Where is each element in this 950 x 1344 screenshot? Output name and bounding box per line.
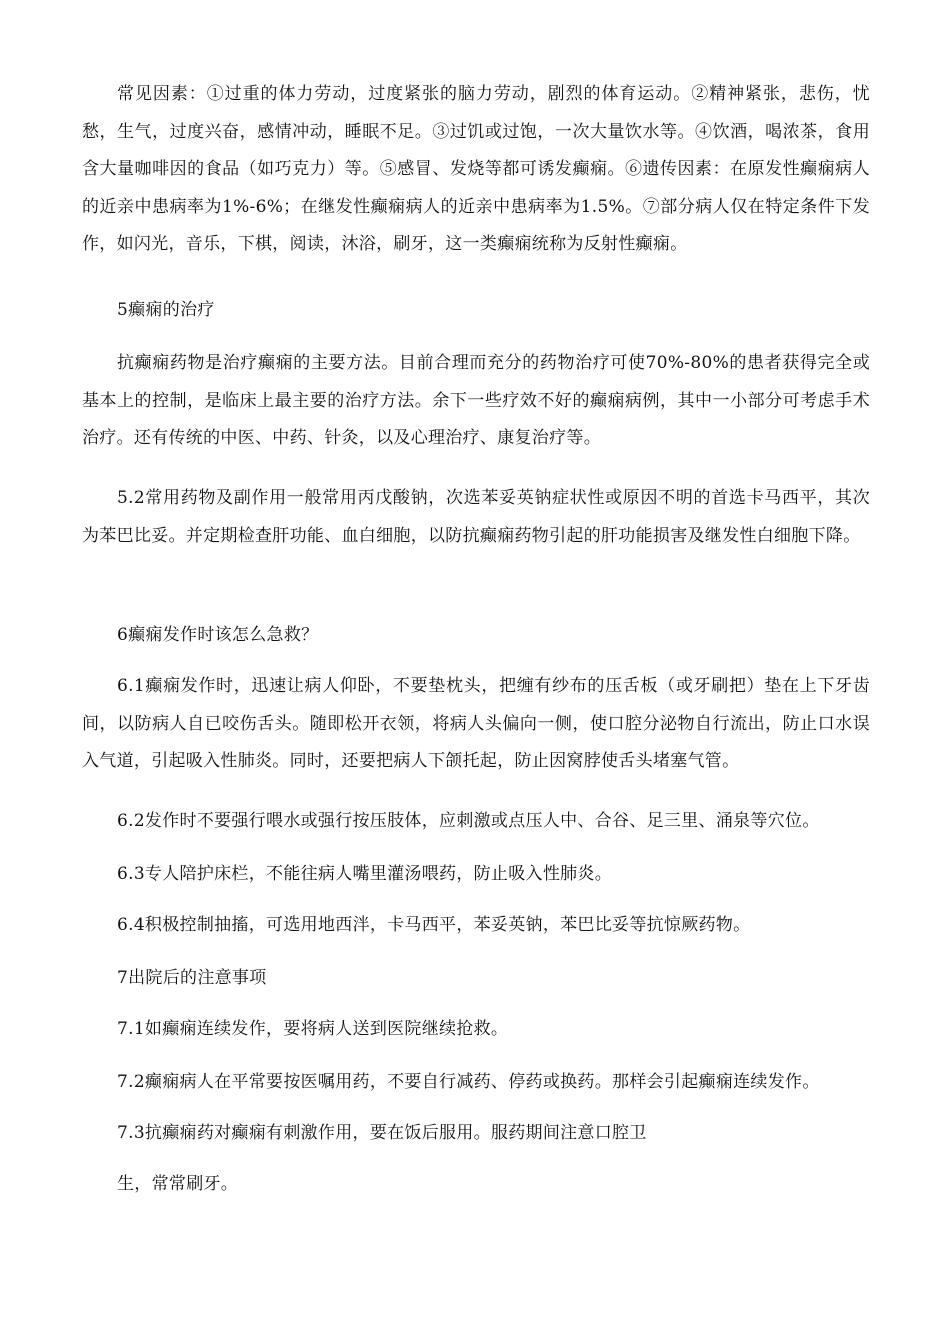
paragraph-treatment-intro: 抗癫痫药物是治疗癫痫的主要方法。目前合理而充分的药物治疗可使70%-80%的患者获得完全或基本上的控制，是临床上最主要的治疗方法。余下一些疗效不好的癫痫病例，其中一小部分可考虑手术治疗。还有传统的中医、中药、针灸，以及心理治疗、康复治疗等。	[82, 353, 870, 448]
paragraph-7-3-continued: 生，常常刷牙。	[117, 1174, 239, 1194]
heading-section-5: 5癫痫的治疗	[117, 300, 215, 320]
paragraph-6-1: 6.1癫痫发作时，迅速让病人仰卧，不要垫枕头，把缠有纱布的压舌板（或牙刷把）垫在上下牙齿间，以防病人自已咬伤舌头。随即松开衣领，将病人头偏向一侧，使口腔分泌物自行流出，防止口水误入气道，引起吸入性肺炎。同时，还要把病人下颌托起，防止因窝脖使舌头堵塞气管。	[82, 676, 870, 771]
paragraph-common-factors: 常见因素：①过重的体力劳动，过度紧张的脑力劳动，剧烈的体育运动。②精神紧张，悲伤，忧愁，生气，过度兴奋，感情冲动，睡眠不足。③过饥或过饱，一次大量饮水等。④饮酒，喝浓茶，食用含大量咖啡因的食品（如巧克力）等。⑤感冒、发烧等都可诱发癫痫。⑥遗传因素：在原发性癫痫病人的近亲中患病率为1%-6%；在继发性癫痫病人的近亲中患病率为1.5%。⑦部分病人仅在特定条件下发作，如闪光，音乐，下棋，阅读，沐浴，刷牙，这一类癫痫统称为反射性癫痫。	[82, 84, 870, 254]
paragraph-5-2-medications: 5.2常用药物及副作用一般常用丙戊酸钠，次选苯妥英钠症状性或原因不明的首选卡马西平，其次为苯巴比妥。并定期检查肝功能、血白细胞，以防抗癫痫药物引起的肝功能损害及继发性白细胞下降。	[82, 488, 870, 546]
paragraph-6-2: 6.2发作时不要强行喂水或强行按压肢体，应刺激或点压人中、合谷、足三里、涌泉等穴位。	[117, 811, 820, 831]
paragraph-7-3: 7.3抗癫痫药对癫痫有刺激作用，要在饭后服用。服药期间注意口腔卫	[117, 1123, 647, 1143]
paragraph-7-2: 7.2癫痫病人在平常要按医嘱用药，不要自行减药、停药或换药。那样会引起癫痫连续发作。	[117, 1072, 820, 1092]
paragraph-6-4: 6.4积极控制抽搐，可选用地西泮，卡马西平，苯妥英钠，苯巴比妥等抗惊厥药物。	[117, 915, 751, 935]
heading-section-6: 6癫痫发作时该怎么急救？	[117, 625, 319, 645]
paragraph-7-1: 7.1如癫痫连续发作，要将病人送到医院继续抢救。	[117, 1019, 509, 1039]
paragraph-6-3: 6.3专人陪护床栏，不能往病人嘴里灌汤喂药，防止吸入性肺炎。	[117, 864, 613, 884]
heading-section-7: 7出院后的注意事项	[117, 968, 267, 988]
